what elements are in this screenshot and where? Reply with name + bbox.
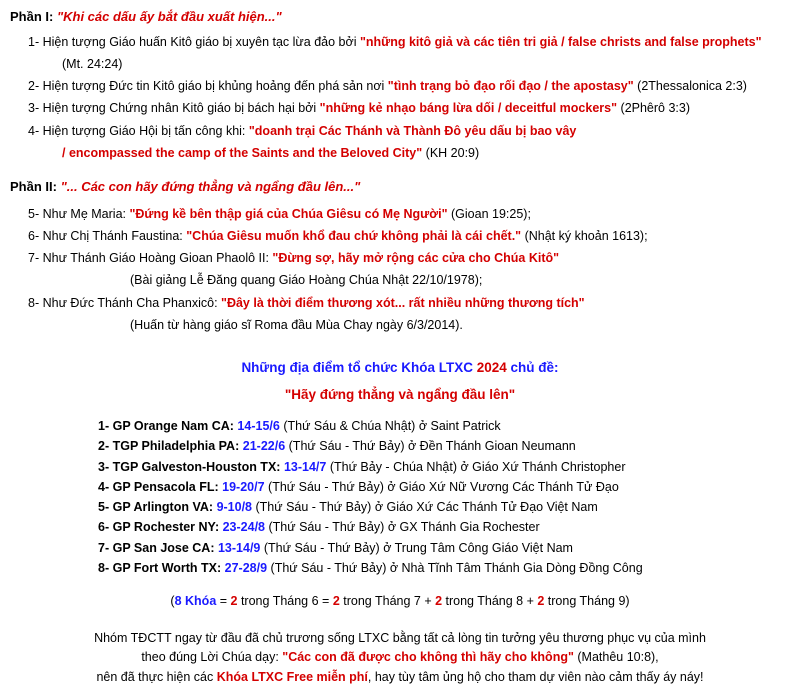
item-number: 6-: [28, 228, 40, 243]
item-number: 7-: [28, 251, 40, 266]
item-reference: (Bài giảng Lễ Đăng quang Giáo Hoàng Chúa Nhật 22/10/1978);: [130, 273, 483, 288]
section-2-item-8: [10, 295, 790, 312]
section-2-item-7-ref: [10, 272, 790, 289]
item-reference: (Nhật ký khoản 1613);: [524, 228, 648, 243]
summary-total: 8 Khóa: [174, 594, 217, 609]
summary-month-2: trong Tháng 7 +: [339, 594, 436, 609]
list-item: [98, 457, 790, 477]
section-1-quote: "Khi các dấu ấy bắt đầu xuất hiện...": [56, 9, 282, 24]
location-dates: 27-28/9: [224, 560, 268, 575]
footer-line-3-pre: nên đã thực hiện các: [96, 669, 217, 684]
item-number: 1-: [28, 34, 40, 49]
section-2-quote: "... Các con hãy đứng thẳng và ngẩng đầu lên...": [60, 179, 361, 195]
item-quote: "Đừng sợ, hãy mở rộng các cửa cho Chúa Kitô": [272, 251, 560, 266]
event-heading-pre: Những địa điểm tổ chức Khóa LTXC: [241, 360, 477, 376]
item-reference: (Huấn từ hàng giáo sĩ Roma đầu Mùa Chay ngày 6/3/2014).: [130, 317, 463, 332]
section-2-item-8-ref: [10, 317, 790, 334]
footer-quote: "Các con đã được cho không thì hãy cho không": [282, 650, 574, 665]
item-reference: (Mt. 24:24): [62, 56, 123, 71]
section-2-item-6: [10, 228, 790, 245]
item-quote: "Đứng kề bên thập giá của Chúa Giêsu có Mẹ Người": [129, 206, 448, 221]
list-item: [98, 436, 790, 456]
item-text: Như Thánh Giáo Hoàng Gioan Phaolô II:: [42, 251, 273, 266]
item-number: 2-: [28, 79, 40, 94]
section-1-title: [10, 8, 790, 26]
item-reference: (2Phêrô 3:3): [620, 101, 691, 116]
item-text: Hiện tượng Giáo huấn Kitô giáo bị xuyên tạc lừa đảo bởi: [42, 34, 360, 49]
location-name: GP San Jose CA:: [112, 540, 215, 555]
item-text: Như Chị Thánh Faustina:: [42, 228, 187, 243]
location-name: GP Rochester NY:: [112, 520, 220, 535]
location-detail: (Thứ Sáu - Thứ Bảy) ở Trung Tâm Công Giáo Việt Nam: [263, 540, 573, 555]
summary-month-4: trong Tháng 9): [544, 594, 630, 609]
footer-line-2-post: (Mathêu 10:8),: [573, 650, 659, 665]
item-text: Như Mẹ Maria:: [42, 206, 130, 221]
event-location-list: [10, 416, 790, 578]
item-text: Hiện tượng Giáo Hội bị tấn công khi:: [42, 123, 249, 138]
section-2-title: [10, 178, 790, 196]
summary-count-1: 2: [230, 594, 238, 609]
location-name: GP Pensacola FL:: [112, 479, 219, 494]
location-detail: (Thứ Sáu - Thứ Bảy) ở Giáo Xứ Nữ Vương Các Thánh Tử Đạo: [268, 479, 619, 494]
location-dates: 13-14/7: [283, 459, 327, 474]
section-1-item-2: [10, 78, 790, 95]
location-detail: (Thứ Sáu - Thứ Bảy) ở Giáo Xứ Các Thánh Tử Đạo Việt Nam: [255, 500, 598, 515]
section-1-item-1-ref: [10, 56, 790, 73]
location-number: 4-: [98, 479, 110, 494]
location-dates: 19-20/7: [222, 479, 265, 494]
section-2-item-5: [10, 206, 790, 223]
item-quote: "những kitô giả và các tiên tri giả / false christs and false prophets": [359, 34, 762, 49]
list-item: [98, 497, 790, 517]
item-number: 4-: [28, 123, 40, 138]
location-dates: 13-14/9: [217, 540, 261, 555]
event-theme: "Hãy đứng thẳng và ngẩng đầu lên": [284, 387, 516, 403]
location-detail: (Thứ Sáu & Chúa Nhật) ở Saint Patrick: [283, 419, 501, 434]
footer-highlight: Khóa LTXC Free miễn phí: [216, 669, 368, 684]
item-text: Hiện tượng Chứng nhân Kitô giáo bị bách hại bởi: [42, 101, 320, 116]
location-dates: 14-15/6: [237, 419, 280, 434]
item-quote: "Đây là thời điểm thương xót... rất nhiều những thương tích": [221, 295, 585, 310]
item-reference: (KH 20:9): [425, 145, 480, 160]
item-quote: "Chúa Giêsu muốn khổ đau chứ không phải là cái chết.": [186, 228, 522, 243]
footer-line-3: [10, 668, 790, 687]
event-summary: [10, 592, 790, 611]
event-heading-post: chủ đề:: [506, 360, 559, 376]
location-number: 7-: [98, 540, 110, 555]
item-quote: "doanh trại Các Thánh và Thành Đô yêu dấu bị bao vây: [248, 123, 577, 138]
summary-eq: =: [216, 594, 231, 609]
event-heading: [10, 360, 790, 375]
list-item: [98, 477, 790, 497]
item-text: Như Đức Thánh Cha Phanxicô:: [42, 295, 222, 310]
location-dates: 23-24/8: [222, 520, 266, 535]
location-dates: 9-10/8: [216, 500, 253, 515]
section-1-item-4: [10, 123, 790, 140]
location-detail: (Thứ Bảy - Chúa Nhật) ở Giáo Xứ Thánh Christopher: [329, 459, 626, 474]
event-heading-year: 2024: [476, 360, 507, 376]
section-2-label: Phần II:: [10, 179, 57, 195]
footer-line-1: Nhóm TĐCTT ngay từ đầu đã chủ trương sống LTXC bằng tất cả lòng tin tưởng yêu thương phục vụ của mình: [94, 630, 706, 645]
location-dates: 21-22/6: [242, 439, 286, 454]
summary-month-3: trong Tháng 8 +: [442, 594, 538, 609]
location-number: 3-: [98, 459, 110, 474]
location-number: 8-: [98, 560, 110, 575]
footer-note: [10, 629, 790, 687]
summary-month-1: trong Tháng 6 =: [237, 594, 333, 609]
section-2-item-7: [10, 250, 790, 267]
summary-open: (: [170, 594, 175, 609]
location-name: GP Orange Nam CA:: [112, 419, 234, 434]
location-name: TGP Galveston-Houston TX:: [112, 459, 281, 474]
summary-count-3: 2: [435, 594, 443, 609]
item-number: 5-: [28, 206, 40, 221]
location-name: GP Fort Worth TX:: [112, 560, 222, 575]
footer-line-3-post: , hay tùy tâm ủng hộ cho tham dự viên nào cảm thấy áy náy!: [367, 669, 704, 684]
section-1-item-3: [10, 100, 790, 117]
list-item: [98, 416, 790, 436]
item-quote-cont: / encompassed the camp of the Saints and the Beloved City": [62, 145, 423, 160]
footer-line-2-pre: theo đúng Lời Chúa dạy:: [141, 650, 283, 665]
section-1-label: Phần I:: [10, 9, 54, 24]
summary-count-2: 2: [332, 594, 340, 609]
location-name: GP Arlington VA:: [112, 500, 214, 515]
item-number: 3-: [28, 101, 40, 116]
item-number: 8-: [28, 295, 40, 310]
location-number: 2-: [98, 439, 110, 454]
section-1-item-4-cont: [10, 145, 790, 162]
section-1-item-1: [10, 34, 790, 51]
item-quote: "tình trạng bỏ đạo rối đạo / the apostasy": [387, 79, 634, 94]
footer-line-2: [10, 648, 790, 667]
location-name: TGP Philadelphia PA:: [112, 439, 240, 454]
item-text: Hiện tượng Đức tin Kitô giáo bị khủng hoảng đến phá sản nơi: [42, 79, 388, 94]
list-item: [98, 558, 790, 578]
item-reference: (2Thessalonica 2:3): [637, 79, 747, 94]
item-reference: (Gioan 19:25);: [451, 206, 531, 221]
list-item: [98, 517, 790, 537]
location-detail: (Thứ Sáu - Thứ Bảy) ở GX Thánh Gia Rochester: [268, 520, 540, 535]
location-number: 5-: [98, 500, 110, 515]
list-item: [98, 538, 790, 558]
location-detail: (Thứ Sáu - Thứ Bảy) ở Nhà Tĩnh Tâm Thánh Gia Dòng Đồng Công: [270, 560, 643, 575]
location-detail: (Thứ Sáu - Thứ Bảy) ở Đền Thánh Gioan Neumann: [288, 439, 576, 454]
location-number: 1-: [98, 419, 110, 434]
item-quote: "những kẻ nhạo báng lừa dối / deceitful mockers": [319, 101, 618, 116]
summary-count-4: 2: [537, 594, 545, 609]
location-number: 6-: [98, 520, 110, 535]
